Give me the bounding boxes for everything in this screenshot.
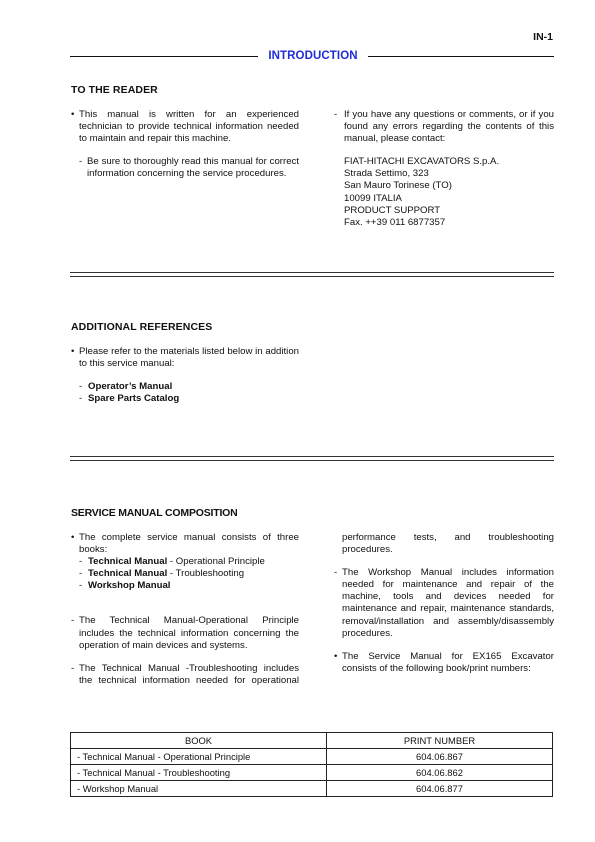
dash-marker: - xyxy=(71,662,75,674)
additional-references-body xyxy=(71,346,299,405)
address-line: PRODUCT SUPPORT xyxy=(344,204,441,216)
table-row xyxy=(71,765,553,781)
composition-bullet-2: • The Service Manual for EX165 Excavator consists of the following book/print numbers: xyxy=(334,650,554,674)
section-separator xyxy=(70,276,554,277)
page-number: IN-1 xyxy=(533,31,553,43)
book-print-number-table xyxy=(70,732,553,797)
to-the-reader-left-column xyxy=(71,109,299,180)
address-line: Strada Settimo, 323 xyxy=(344,168,429,180)
to-the-reader-heading: TO THE READER xyxy=(71,84,158,96)
composition-dash-workshop: - The Workshop Manual includes information needed for maintenance and repair of the machine, tools and devices needed for maintenance and repair, maintenance standards, removal/installation and assembly/disassembly procedures. xyxy=(334,567,554,639)
fax-number: Fax. ++39 011 6877357 xyxy=(344,216,446,228)
list-item: - Spare Parts Catalog xyxy=(79,393,180,405)
bullet-dot-icon: • xyxy=(71,109,75,120)
table-header-row xyxy=(71,733,553,749)
composition-bullet-1: • The complete service manual consists of three books: xyxy=(71,532,299,556)
table-row xyxy=(71,749,553,765)
page-title: INTRODUCTION xyxy=(268,50,358,62)
books-list xyxy=(71,556,299,592)
composition-right-column xyxy=(334,532,554,675)
additional-references-heading: ADDITIONAL REFERENCES xyxy=(71,321,213,333)
table-cell-book: - Technical Manual - Operational Principle xyxy=(71,749,327,765)
table-header-print-number: PRINT NUMBER xyxy=(327,733,553,749)
list-item: - Technical Manual - Troubleshooting xyxy=(79,568,245,580)
dash-marker: - xyxy=(71,615,75,627)
composition-dash-troubleshooting: - The Technical Manual -Troubleshooting includes the technical information needed for operational xyxy=(71,662,299,686)
reader-bullet-1: • This manual is written for an experienced technician to provide technical information needed to maintain and repair this machine. xyxy=(71,109,299,145)
table-cell-book: - Workshop Manual xyxy=(71,781,327,797)
address-line: San Mauro Torinese (TO) xyxy=(344,180,452,192)
table-cell-number: 604.06.877 xyxy=(327,781,553,797)
reader-dash-1: - Be sure to thoroughly read this manual for correct information concerning the service procedures. xyxy=(79,156,299,180)
references-bullet: • Please refer to the materials listed below in addition to this service manual: xyxy=(71,346,299,370)
table-cell-book: - Technical Manual - Troubleshooting xyxy=(71,765,327,781)
reader-contact-dash: - If you have any questions or comments, or if you found any errors regarding the contents of this manual, please contact: xyxy=(334,109,554,145)
table-cell-number: 604.06.867 xyxy=(327,749,553,765)
composition-dash-operational: - The Technical Manual-Operational Principle includes the technical information concerning the operation of main devices and systems. xyxy=(71,615,299,651)
title-rule-right xyxy=(368,56,554,57)
dash-marker: - xyxy=(334,109,338,120)
service-manual-composition-heading: SERVICE MANUAL COMPOSITION xyxy=(71,507,238,519)
title-rule-left xyxy=(70,56,258,57)
troubleshooting-continuation: performance tests, and troubleshooting procedures. xyxy=(342,532,554,556)
address-line: FIAT-HITACHI EXCAVATORS S.p.A. xyxy=(344,156,500,168)
address-line: 10099 ITALIA xyxy=(344,192,402,204)
to-the-reader-right-column xyxy=(334,109,554,229)
bullet-dot-icon: • xyxy=(71,346,75,357)
contact-address xyxy=(334,156,554,229)
dash-marker: - xyxy=(334,567,338,579)
references-list xyxy=(71,381,299,405)
table-header-book: BOOK xyxy=(71,733,327,749)
composition-left-column xyxy=(71,532,299,687)
list-item: - Operator’s Manual xyxy=(79,381,173,393)
table-cell-number: 604.06.862 xyxy=(327,765,553,781)
section-separator xyxy=(70,272,554,273)
table-row xyxy=(71,781,553,797)
bullet-dot-icon: • xyxy=(334,650,338,662)
list-item: - Workshop Manual xyxy=(79,580,171,592)
bullet-dot-icon: • xyxy=(71,532,75,543)
list-item: - Technical Manual - Operational Principle xyxy=(79,556,265,568)
dash-marker: - xyxy=(79,156,83,168)
section-separator xyxy=(70,456,554,457)
section-separator xyxy=(70,460,554,461)
